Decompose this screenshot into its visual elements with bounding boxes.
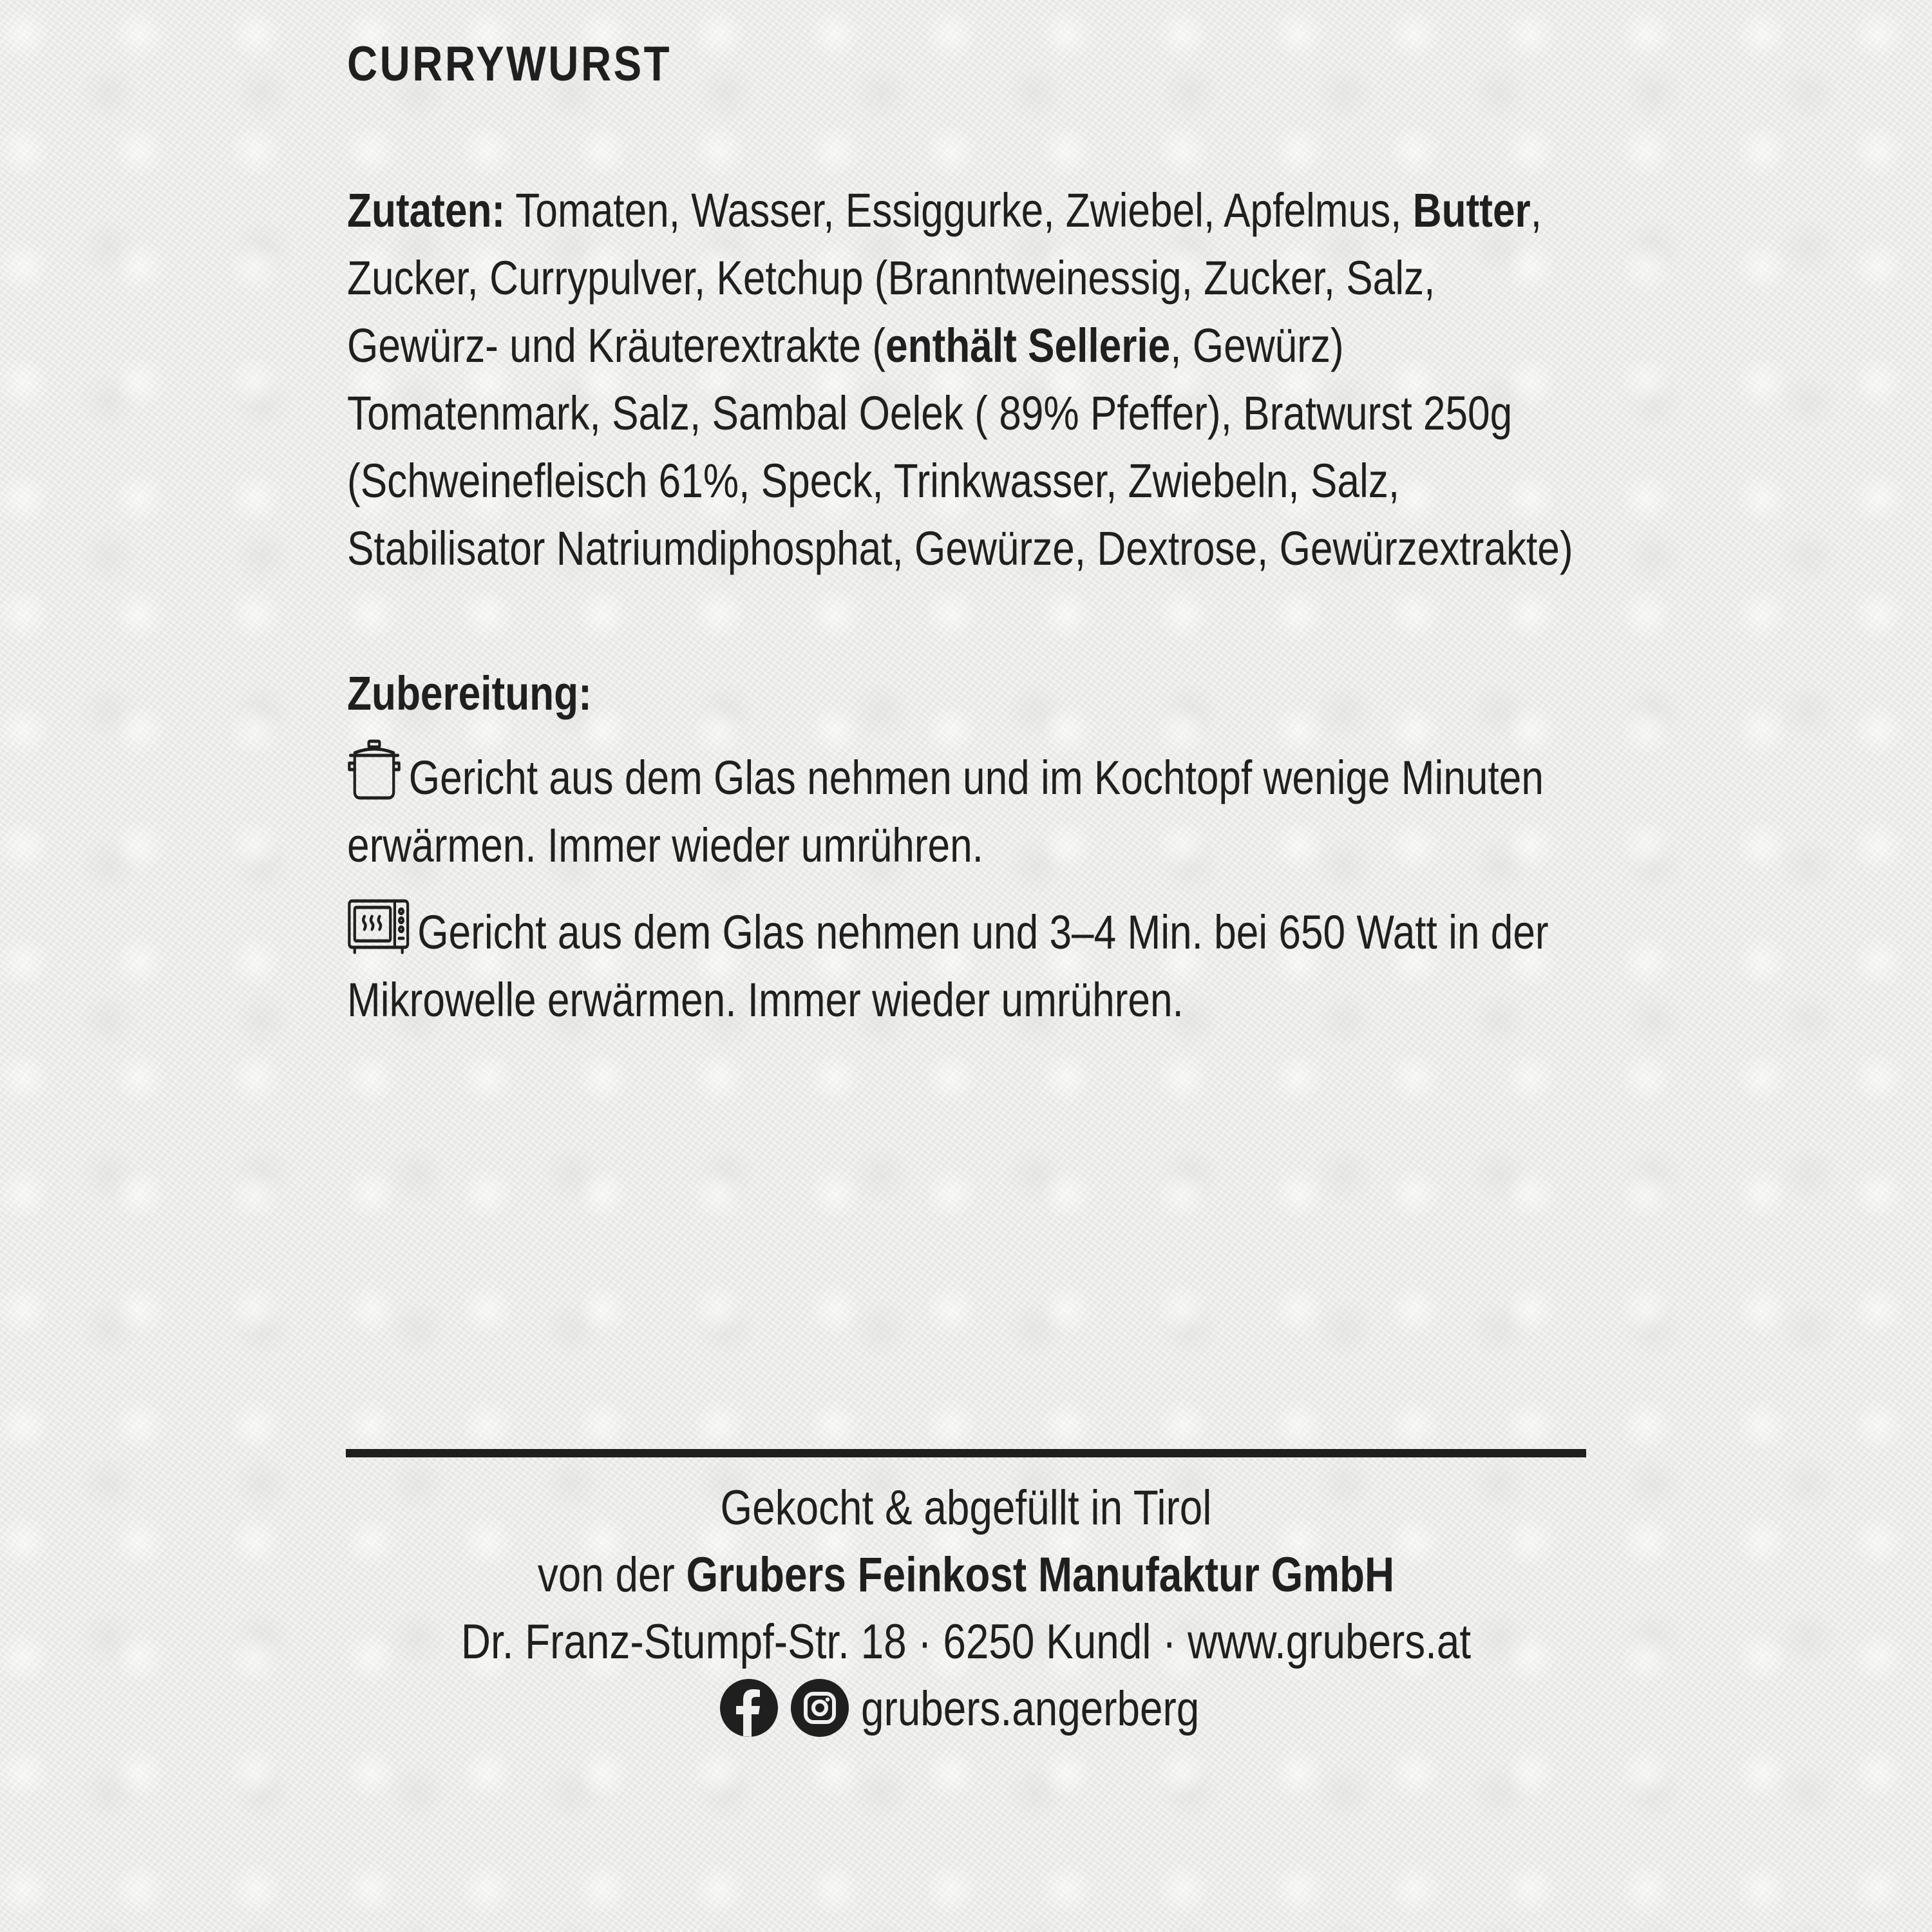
allergen-celery: enthält Sellerie xyxy=(886,319,1171,372)
ingredients-text-2: , Zucker, Currypulver, Ketchup (Branntweinessig, Zucker, Salz, Gewürz- und Kräuterextrakte ( xyxy=(347,184,1542,372)
product-title: CURRYWURST xyxy=(347,37,672,91)
footer-origin: Gekocht & abgefüllt in Tirol xyxy=(720,1481,1212,1535)
ingredients-label: Zutaten: xyxy=(347,184,506,237)
ingredients-text-3: , Gewürz) Tomatenmark, Salz, Sambal Oelek ( 89% Pfeffer), Bratwurst 250g (Schweinefleisch 61%, Speck, Trinkwasser, Zwiebeln, Salz, Stabilisator Natriumdiphosphat, Gewürze, Dextrose, Gewürzextrakte) xyxy=(347,319,1573,575)
allergen-butter: Butter xyxy=(1412,184,1531,237)
preparation-step-microwave xyxy=(347,898,1596,1034)
footer-social xyxy=(0,1676,1932,1743)
social-handle[interactable]: grubers.angerberg xyxy=(861,1681,1200,1736)
footer-address: Dr. Franz-Stumpf-Str. 18 · 6250 Kundl · www.grubers.at xyxy=(460,1615,1472,1669)
company-name: Grubers Feinkost Manufaktur GmbH xyxy=(686,1548,1395,1602)
microwave-icon xyxy=(347,898,410,955)
instagram-icon[interactable] xyxy=(790,1678,849,1741)
ingredients-text-1: Tomaten, Wasser, Essiggurke, Zwiebel, Apfelmus, xyxy=(505,184,1413,237)
ingredients-paragraph xyxy=(347,176,1596,582)
footer-producer-prefix: von der xyxy=(537,1548,687,1602)
preparation-step-pot-text: Gericht aus dem Glas nehmen und im Kochtopf wenige Minuten erwärmen. Immer wieder umrühren. xyxy=(347,751,1544,872)
label-content xyxy=(347,37,1596,1034)
preparation-step-microwave-text: Gericht aus dem Glas nehmen und 3–4 Min. bei 650 Watt in der Mikrowelle erwärmen. Immer wieder umrühren. xyxy=(347,905,1549,1027)
preparation-heading: Zubereitung: xyxy=(347,667,592,720)
footer xyxy=(0,1475,1932,1743)
preparation-step-pot xyxy=(347,739,1596,879)
cooking-pot-icon xyxy=(347,739,401,800)
facebook-icon[interactable] xyxy=(719,1678,779,1741)
footer-divider xyxy=(346,1449,1586,1457)
footer-producer xyxy=(155,1542,1777,1609)
